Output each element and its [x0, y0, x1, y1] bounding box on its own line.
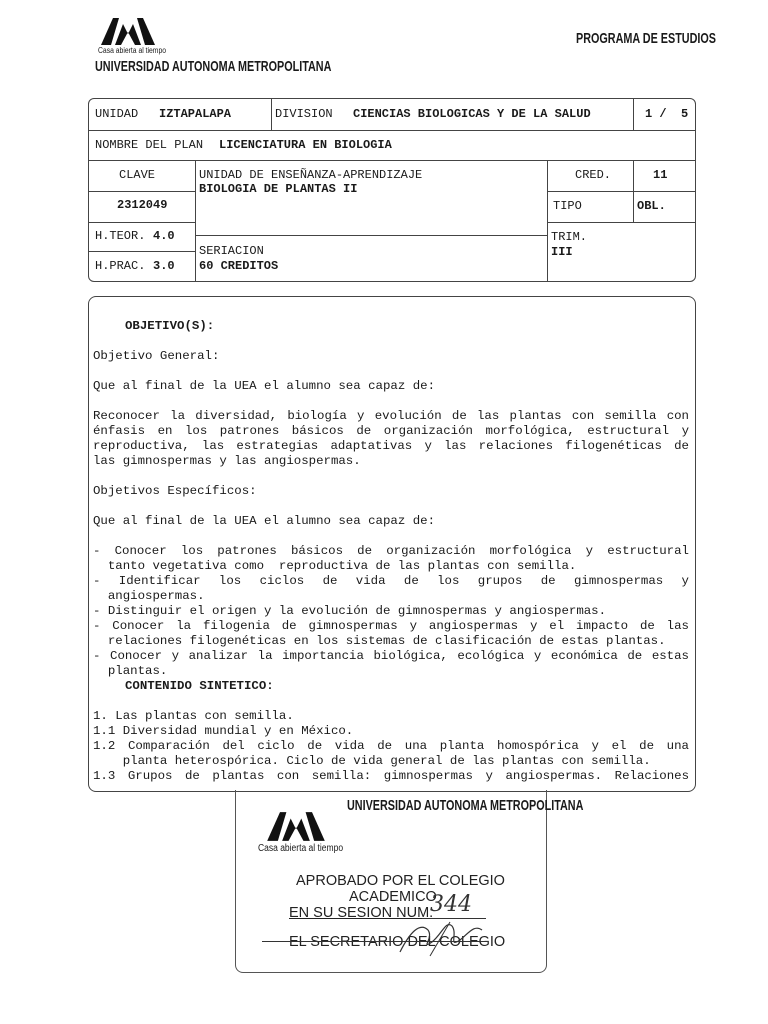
uam-logo-icon	[99, 16, 157, 46]
unidad-value: IZTAPALAPA	[159, 107, 232, 121]
hprac-value: 3.0	[153, 259, 175, 273]
general-text-line: énfasis en los patrones básicos de organización morfológica, estructural y	[93, 424, 689, 438]
stamp-session-line: EN SU SESION NUM.	[289, 905, 434, 921]
especificos-heading: Objetivos Específicos:	[93, 484, 257, 498]
especificos-intro: Que al final de la UEA el alumno sea capaz de:	[93, 514, 436, 528]
objectives-content-box	[88, 296, 696, 792]
trim-label: TRIM.	[551, 230, 588, 244]
seriacion-value: 60 CREDITOS	[199, 259, 279, 273]
uam-stamp-logo-icon	[262, 810, 330, 842]
especifico-line: plantas.	[93, 664, 168, 678]
seriacion-label: SERIACION	[199, 244, 264, 258]
contenido-line: 1.3 Grupos de plantas con semilla: gimnospermas y angiospermas. Relaciones	[93, 769, 689, 783]
stamp-tagline: Casa abierta al tiempo	[258, 843, 344, 854]
especifico-line: - Conocer y analizar la importancia biológica, ecológica y económica de estas	[93, 649, 689, 663]
stamp-secretary-line: EL SECRETARIO DEL COLEGIO	[289, 934, 506, 950]
clave-label: CLAVE	[119, 168, 156, 182]
trim-value: III	[551, 245, 573, 259]
contenido-heading: CONTENIDO SINTETICO:	[125, 679, 274, 693]
course-info-table	[88, 98, 696, 282]
session-number-handwritten: 344	[430, 892, 472, 917]
university-name: UNIVERSIDAD AUTONOMA METROPOLITANA	[95, 58, 332, 75]
division-label: DIVISION	[275, 107, 333, 121]
plan-value: LICENCIATURA EN BIOLOGIA	[219, 138, 392, 152]
plan-label: NOMBRE DEL PLAN	[95, 138, 204, 152]
tipo-label: TIPO	[553, 199, 582, 213]
clave-value: 2312049	[117, 198, 168, 212]
contenido-line: planta heterospórica. Ciclo de vida general de las plantas con semilla.	[93, 754, 651, 768]
especifico-line: - Distinguir el origen y la evolución de gimnospermas y angiospermas.	[93, 604, 607, 618]
especifico-line: - Conocer los patrones básicos de organización morfológica y estructural	[93, 544, 689, 558]
especifico-line: - Identificar los ciclos de vida de los grupos de gimnospermas y	[93, 574, 689, 588]
page-number: 1 / 5	[645, 107, 689, 121]
division-value: CIENCIAS BIOLOGICAS Y DE LA SALUD	[353, 107, 591, 121]
especifico-line: angiospermas.	[93, 589, 205, 603]
hprac-label: H.PRAC.	[95, 259, 146, 273]
header-tagline: Casa abierta al tiempo	[98, 46, 167, 55]
contenido-line: 1.1 Diversidad mundial y en México.	[93, 724, 354, 738]
especifico-line: - Conocer la filogenia de gimnospermas y angiospermas y el impacto de las	[93, 619, 689, 633]
unidad-label: UNIDAD	[95, 107, 139, 121]
contenido-line: 1.2 Comparación del ciclo de vida de una planta homospórica y el de una	[93, 739, 689, 753]
signature-scribble-icon	[390, 912, 500, 962]
general-text-line: reproductiva, las estrategias adaptativas y las relaciones filogenéticas de	[93, 439, 689, 453]
hteor-label: H.TEOR.	[95, 229, 146, 243]
objetivos-heading: OBJETIVO(S):	[125, 319, 215, 333]
tipo-value: OBL.	[637, 199, 666, 213]
uea-value: BIOLOGIA DE PLANTAS II	[199, 182, 358, 196]
general-text-line: las gimnospermas y las angiospermas.	[93, 454, 361, 468]
general-intro: Que al final de la UEA el alumno sea capaz de:	[93, 379, 436, 393]
stamp-university-name: UNIVERSIDAD AUTONOMA METROPOLITANA	[347, 797, 584, 814]
general-heading: Objetivo General:	[93, 349, 220, 363]
uea-label: UNIDAD DE ENSEÑANZA-APRENDIZAJE	[199, 168, 423, 182]
program-title: PROGRAMA DE ESTUDIOS	[576, 30, 717, 47]
stamp-academic-line: ACADEMICO	[349, 889, 437, 905]
stamp-approved-line: APROBADO POR EL COLEGIO	[296, 873, 505, 889]
general-text-line: Reconocer la diversidad, biología y evolución de las plantas con semilla con	[93, 409, 689, 423]
especifico-line: tanto vegetativa como reproductiva de las plantas con semilla.	[93, 559, 577, 573]
contenido-line: 1. Las plantas con semilla.	[93, 709, 294, 723]
cred-label: CRED.	[575, 168, 612, 182]
especifico-line: relaciones filogenéticas en los sistemas de clasificación de estas plantas.	[93, 634, 666, 648]
hteor-value: 4.0	[153, 229, 175, 243]
cred-value: 11	[653, 168, 668, 182]
